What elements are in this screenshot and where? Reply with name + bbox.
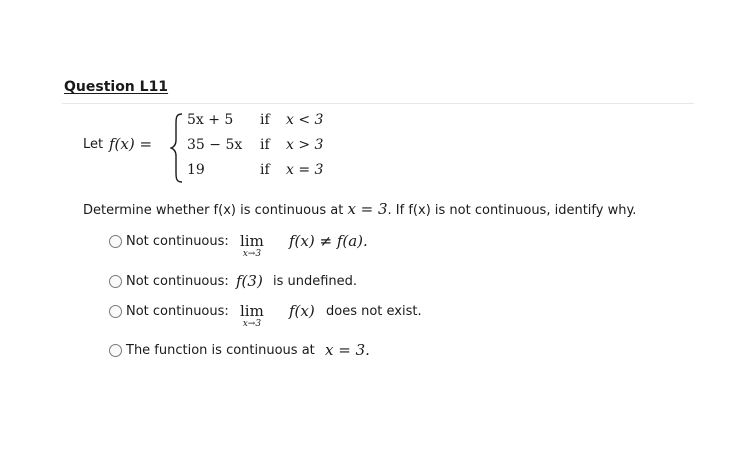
lim-subscript: x→3	[242, 249, 262, 259]
case-2-condition: x > 3	[286, 137, 324, 153]
case-3-condition: x = 3	[286, 162, 324, 178]
lim-word: lim	[240, 302, 264, 320]
prompt-text-end: . If f(x) is not continuous, identify why.	[387, 203, 637, 218]
limit-notation	[240, 303, 264, 330]
prompt-math: x = 3	[347, 200, 388, 218]
option-4-math: x = 3.	[325, 341, 370, 359]
answer-option-3[interactable]	[109, 302, 439, 329]
option-2-prefix: Not continuous:	[126, 274, 229, 289]
option-3-prefix: Not continuous:	[126, 304, 229, 319]
lim-subscript: x→3	[242, 319, 262, 329]
radio-button[interactable]	[109, 235, 122, 248]
radio-button[interactable]	[109, 305, 122, 318]
option-2-math: f(3)	[236, 272, 263, 290]
question-prompt	[83, 200, 636, 218]
title-divider	[62, 103, 694, 104]
piecewise-definition	[83, 112, 363, 184]
lim-word: lim	[240, 232, 264, 250]
answer-option-1[interactable]	[109, 232, 409, 259]
answer-option-4[interactable]	[109, 343, 409, 363]
option-3-suffix: does not exist.	[326, 304, 422, 319]
radio-button[interactable]	[109, 344, 122, 357]
option-2-suffix: is undefined.	[273, 274, 358, 289]
left-brace-icon	[170, 112, 184, 184]
function-lhs: f(x) =	[109, 135, 153, 153]
case-3-if: if	[260, 162, 270, 178]
option-1-prefix: Not continuous:	[126, 234, 229, 249]
limit-notation	[240, 233, 264, 260]
case-3-expression: 19	[187, 162, 205, 178]
case-1-condition: x < 3	[286, 112, 324, 128]
radio-button[interactable]	[109, 275, 122, 288]
option-3-math: f(x)	[289, 302, 315, 320]
case-1-expression: 5x + 5	[187, 112, 234, 128]
case-1-if: if	[260, 112, 270, 128]
option-4-prefix: The function is continuous at	[126, 343, 315, 358]
answer-option-2[interactable]	[109, 274, 389, 294]
option-1-math: f(x) ≠ f(a).	[289, 232, 368, 250]
question-title: Question L11	[64, 79, 169, 95]
prompt-text-start: Determine whether f(x) is continuous at	[83, 203, 348, 218]
let-label: Let	[83, 137, 104, 152]
case-2-if: if	[260, 137, 270, 153]
case-2-expression: 35 − 5x	[187, 137, 243, 153]
